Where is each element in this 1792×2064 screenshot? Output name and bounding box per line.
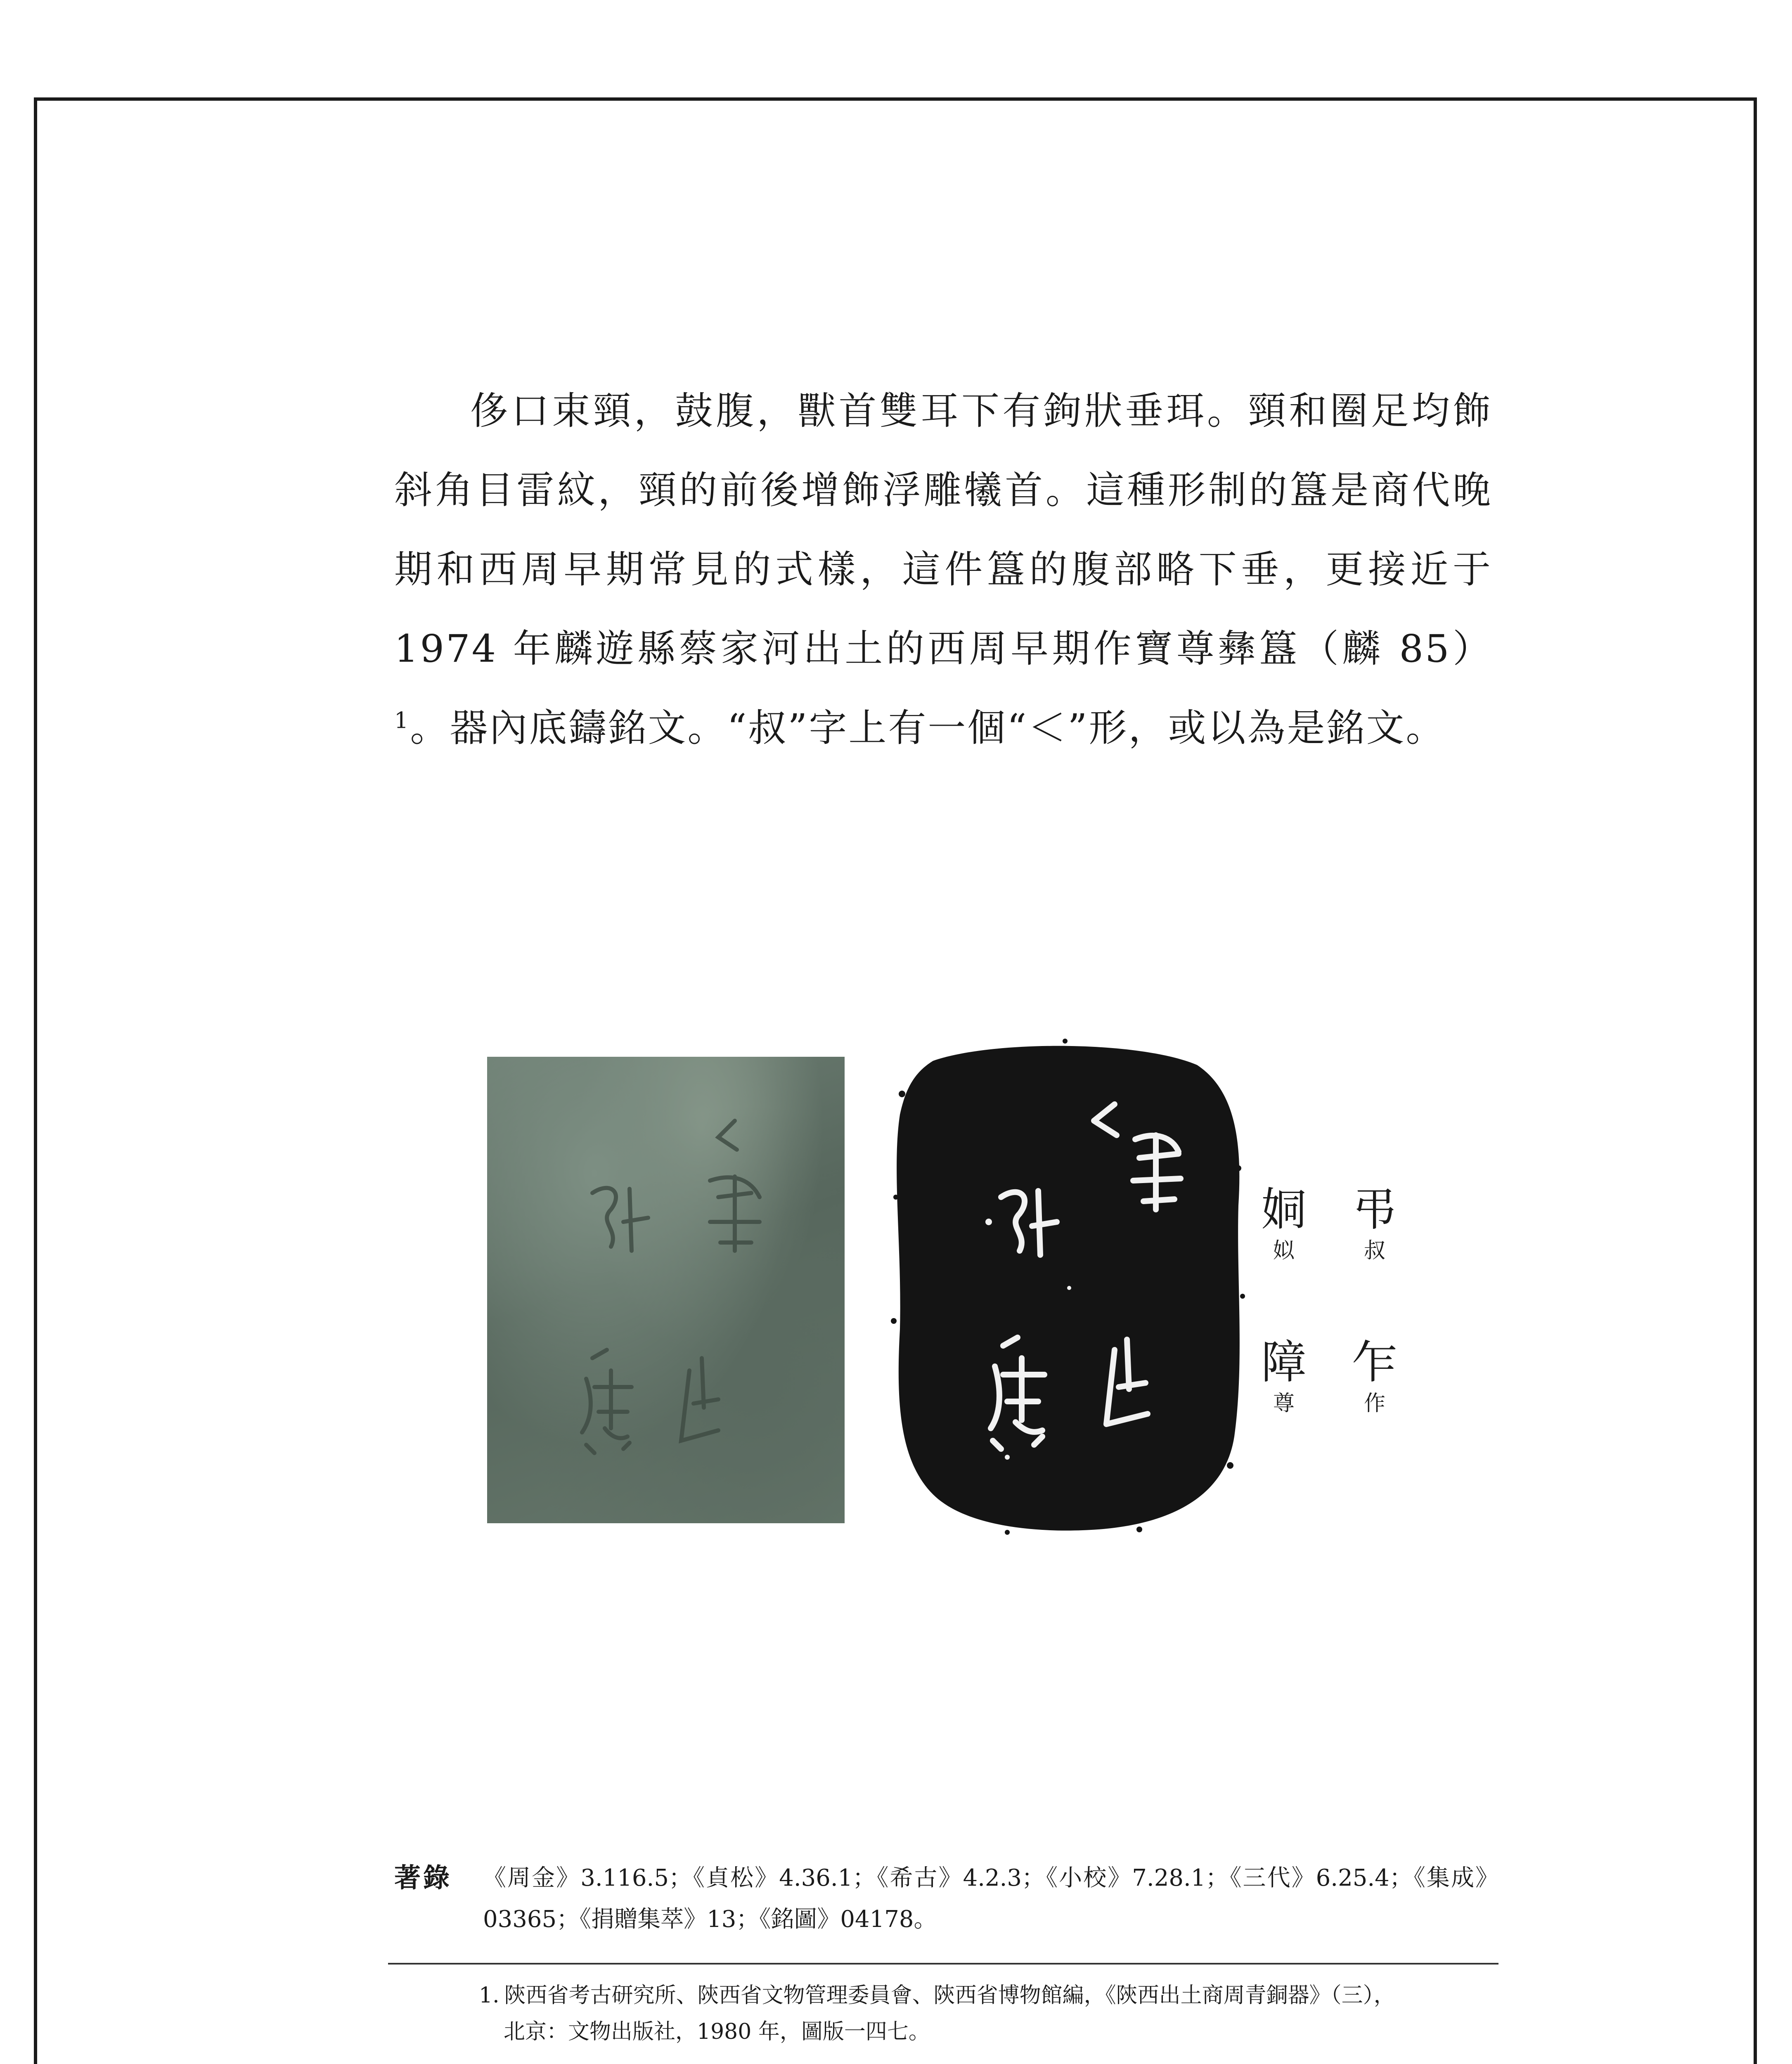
transcription-col2-bottom bbox=[1255, 1337, 1313, 1420]
footnote-text: 陝西省考古研究所、陝西省文物管理委員會、陝西省博物館編，《陝西出土商周青銅器》（三）， bbox=[504, 1983, 1395, 2008]
inscription-rubbing bbox=[883, 1032, 1247, 1536]
inscription-photo-strokes bbox=[487, 1057, 845, 1523]
footnote bbox=[479, 1977, 1498, 2050]
transcription-col2-top bbox=[1255, 1185, 1313, 1267]
footnote-text-continued: 北京：文物出版社，1980 年，圖版一四七。 bbox=[504, 2019, 930, 2044]
inscription-rubbing-image bbox=[883, 1032, 1247, 1536]
paragraph-main: 侈口束頸，鼓腹，獸首雙耳下有鉤狀垂珥。頸和圈足均飾斜角目雷紋，頸的前後增飾浮雕犧首。這種形制的簋是商代晚期和西周早期常見的式樣，這件簋的腹部略下垂，更接近于 1974 年麟遊縣蔡家河出土的西周早期作寶尊彝簋（麟 85） bbox=[394, 389, 1492, 671]
archaic-glyph-si: 姛 bbox=[1261, 1183, 1307, 1236]
archaic-glyph-zun: 障 bbox=[1261, 1336, 1307, 1389]
modern-gloss-zun: 尊 bbox=[1273, 1391, 1295, 1416]
references-label: 著錄 bbox=[394, 1863, 452, 1894]
references-text: 《周金》3.116.5；《貞松》4.36.1；《希古》4.2.3；《小校》7.28.1；《三代》6.25.4；《集成》03365；《捐贈集萃》13；《銘圖》04178。 bbox=[483, 1865, 1498, 1933]
modern-gloss-zuo: 作 bbox=[1364, 1391, 1385, 1416]
modern-gloss-shu: 叔 bbox=[1364, 1238, 1385, 1263]
modern-gloss-si: 姒 bbox=[1273, 1238, 1295, 1263]
inscription-transcription bbox=[1255, 1185, 1412, 1441]
transcription-col1-bottom bbox=[1346, 1337, 1404, 1420]
transcription-col1-top bbox=[1346, 1185, 1404, 1267]
description-text bbox=[394, 372, 1492, 768]
inscription-photo bbox=[487, 1057, 845, 1523]
footnote-divider bbox=[388, 1963, 1498, 1965]
archaic-glyph-zuo: 乍 bbox=[1352, 1336, 1397, 1389]
archaic-glyph-shu: 弔 bbox=[1352, 1183, 1397, 1236]
footnote-marker: 1 bbox=[394, 707, 410, 734]
footnote-number: 1. bbox=[479, 1983, 499, 2008]
paragraph-tail: 。器內底鑄銘文。“叔”字上有一個“＜”形，或以為是銘文。 bbox=[410, 706, 1446, 750]
description-paragraph bbox=[394, 372, 1492, 768]
